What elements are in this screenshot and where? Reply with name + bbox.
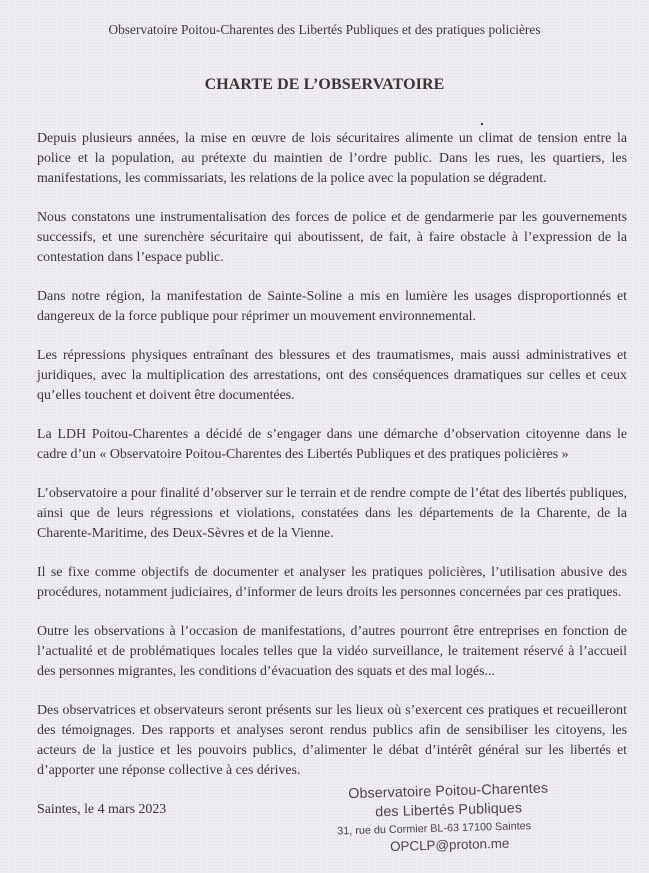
document-body — [37, 129, 627, 839]
paragraph-autres-observations: Outre les observations à l’occasion de manifestations, d’autres pourront être entreprises en fonction de l’actualité et de problématiques locales telles que la vidéo surveillance, le traitement réservé à l’accueil des personnes migrantes, les conditions d’évacuation des squats et des mal logés... — [37, 624, 627, 679]
paragraph-objectifs: Il se fixe comme objectifs de documenter et analyser les pratiques policières, l’utilisation abusive des procédures, notamment judiciaires, d’informer de leurs droits les personnes concernées par ces pratiques. — [37, 565, 627, 600]
stamp-org-line-2: des Libertés Publiques — [375, 800, 523, 821]
paragraph-context: Depuis plusieurs années, la mise en œuvre de lois sécuritaires alimente un climat de tension entre la police et la population, au prétexte du maintien de l’ordre public. Dans les rues, les quartiers, les manifestations, les commissariats, les relations de la police avec la population se dégradent. — [37, 131, 627, 186]
organization-stamp — [318, 779, 580, 858]
scan-speck — [481, 123, 483, 125]
stamp-org-line-1: Observatoire Poitou-Charentes — [348, 780, 549, 803]
paragraph-instrumentalisation: Nous constatons une instrumentalisation des forces de police et de gendarmerie par les gouvernements successifs, et une surenchère sécuritaire qui aboutissent, de fait, à faire obstacle à l’expression de la contestation dans l’espace public. — [37, 210, 627, 265]
place-date: Saintes, le 4 mars 2023 — [37, 802, 167, 817]
paragraph-observateurs: Des observatrices et observateurs seront présents sur les lieux où s’exercent ces pratiques et recueilleront des témoignages. Des rapports et analyses seront rendus publics afin de sensibiliser les citoyens, les acteurs de la justice et les pouvoirs publics, d’alimenter le débat d’intérêt général sur les libertés et d’apporter une réponse collective à ces dérives. — [37, 703, 627, 778]
stamp-address: 31, rue du Cormier BL-63 17100 Saintes — [337, 820, 532, 838]
organization-header: Observatoire Poitou-Charentes des Libertés Publiques et des pratiques policières — [108, 22, 541, 37]
paragraph-repressions: Les répressions physiques entraînant des blessures et des traumatismes, mais aussi administratives et juridiques, avec la multiplication des arrestations, ont des conséquences dramatiques sur celles et ceux qu’elles touchent et doivent être documentées. — [37, 348, 627, 403]
document-title: CHARTE DE L’OBSERVATOIRE — [204, 76, 445, 93]
paragraph-finalite: L’observatoire a pour finalité d’observer sur le terrain et de rendre compte de l’état des libertés publiques, ainsi que de leurs régressions et violations, constatées dans les départements de la Charente, de la Charente-Maritime, des Deux-Sèvres et de la Vienne. — [37, 486, 627, 541]
stamp-email: OPCLP@proton.me — [389, 835, 510, 855]
paragraph-ldh-engagement: La LDH Poitou-Charentes a décidé de s’engager dans une démarche d’observation citoyenne dans le cadre d’un « Observatoire Poitou-Charentes des Libertés Publiques et des pratiques policières » — [37, 427, 627, 462]
paragraph-sainte-soline: Dans notre région, la manifestation de Sainte-Soline a mis en lumière les usages disproportionnés et dangereux de la force publique pour réprimer un mouvement environnemental. — [37, 289, 627, 324]
